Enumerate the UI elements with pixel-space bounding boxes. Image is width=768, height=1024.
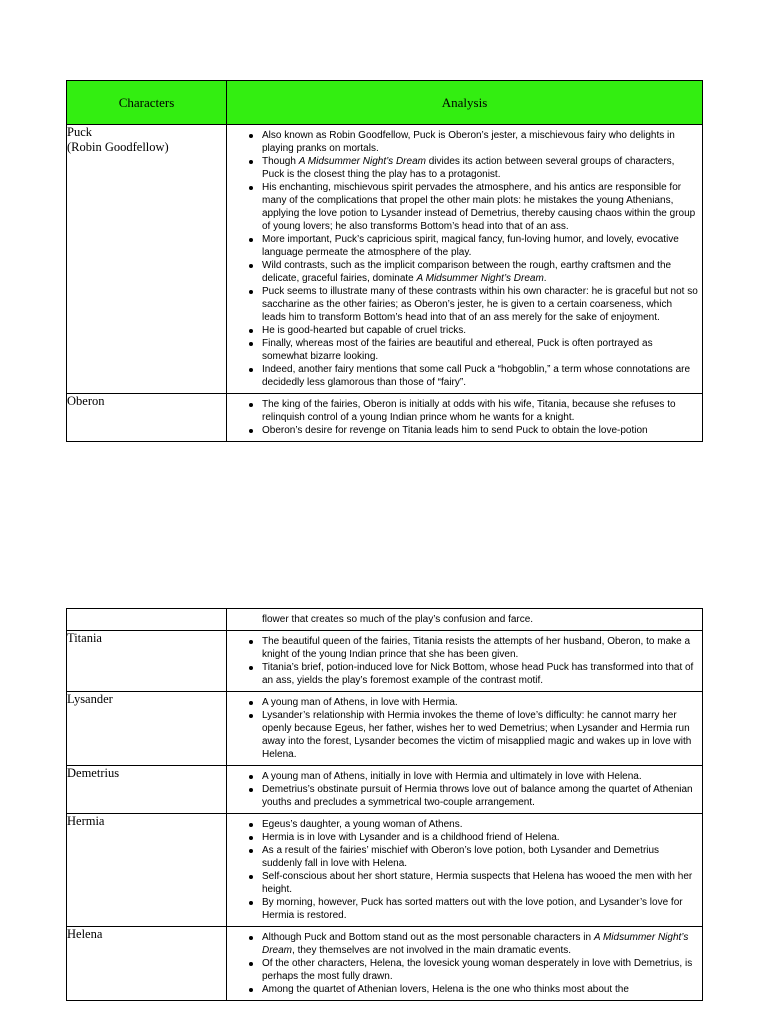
character-row-hermia bbox=[67, 814, 703, 927]
analysis-point: The king of the fairies, Oberon is initially at odds with his wife, Titania, because she refuses to relinquish control of a young Indian prince whom he wants for a knight. bbox=[262, 398, 698, 424]
analysis-point: Finally, whereas most of the fairies are beautiful and ethereal, Puck is often portrayed as somewhat bizarre looking. bbox=[262, 337, 698, 363]
analysis-point: Titania’s brief, potion-induced love for Nick Bottom, whose head Puck has transformed into that of an ass, yields the play’s foremost example of the contrast motif. bbox=[262, 661, 698, 687]
character-name: Demetrius bbox=[67, 766, 120, 780]
analysis-point: He is good-hearted but capable of cruel tricks. bbox=[262, 324, 698, 337]
analysis-point: More important, Puck’s capricious spirit, magical fancy, fun-loving humor, and lovely, evocative language permeate the atmosphere of the play. bbox=[262, 233, 698, 259]
analysis-cell bbox=[227, 125, 703, 394]
analysis-list bbox=[227, 692, 702, 765]
analysis-point: A young man of Athens, in love with Hermia. bbox=[262, 696, 698, 709]
character-row-lysander bbox=[67, 692, 703, 766]
analysis-cell bbox=[227, 631, 703, 692]
analysis-cell bbox=[227, 927, 703, 1001]
character-name: Oberon bbox=[67, 394, 105, 408]
analysis-point: Egeus’s daughter, a young woman of Athens. bbox=[262, 818, 698, 831]
analysis-point: Of the other characters, Helena, the lovesick young woman desperately in love with Demetrius, is perhaps the most fully drawn. bbox=[262, 957, 698, 983]
character-name-cell bbox=[67, 394, 227, 442]
analysis-point: By morning, however, Puck has sorted matters out with the love potion, and Lysander’s love for Hermia is restored. bbox=[262, 896, 698, 922]
continuation-row bbox=[67, 609, 703, 631]
analysis-cell bbox=[227, 766, 703, 814]
character-name-cell bbox=[67, 125, 227, 394]
analysis-point: Also known as Robin Goodfellow, Puck is Oberon’s jester, a mischievous fairy who delights in playing pranks on mortals. bbox=[262, 129, 698, 155]
analysis-point: Indeed, another fairy mentions that some call Puck a “hobgoblin,” a term whose connotations are decidedly less glamorous than those of “fairy”. bbox=[262, 363, 698, 389]
analysis-cell bbox=[227, 394, 703, 442]
characters-header: Characters bbox=[67, 81, 227, 125]
character-name-cell bbox=[67, 766, 227, 814]
character-row-puck bbox=[67, 125, 703, 394]
analysis-point: Among the quartet of Athenian lovers, Helena is the one who thinks most about the bbox=[262, 983, 698, 996]
character-name: Hermia bbox=[67, 814, 105, 828]
analysis-point: The beautiful queen of the fairies, Titania resists the attempts of her husband, Oberon, to make a knight of the young Indian prince that she has been given. bbox=[262, 635, 698, 661]
character-name: Lysander bbox=[67, 692, 113, 706]
analysis-point: As a result of the fairies’ mischief with Oberon’s love potion, both Lysander and Demetrius suddenly fall in love with Helena. bbox=[262, 844, 698, 870]
analysis-list bbox=[227, 766, 702, 813]
character-row-titania bbox=[67, 631, 703, 692]
character-row-demetrius bbox=[67, 766, 703, 814]
character-row-helena bbox=[67, 927, 703, 1001]
analysis-list bbox=[227, 631, 702, 691]
analysis-point: Though A Midsummer Night’s Dream divides its action between several groups of characters, Puck is the closest thing the play has to a protagonist. bbox=[262, 155, 698, 181]
analysis-point: Lysander’s relationship with Hermia invokes the theme of love’s difficulty: he cannot marry her openly because Egeus, her father, wishes her to wed Demetrius; when Lysander and Hermia run away into the forest, Lysander becomes the victim of misapplied magic and wakes up in love with Helena. bbox=[262, 709, 698, 761]
analysis-list bbox=[227, 125, 702, 393]
continuation-name-cell bbox=[67, 609, 227, 631]
analysis-point: Self-conscious about her short stature, Hermia suspects that Helena has wooed the men with her height. bbox=[262, 870, 698, 896]
analysis-cell bbox=[227, 692, 703, 766]
character-row-oberon bbox=[67, 394, 703, 442]
analysis-list bbox=[227, 394, 702, 441]
analysis-point: Although Puck and Bottom stand out as the most personable characters in A Midsummer Night’s Dream, they themselves are not involved in the main dramatic events. bbox=[262, 931, 698, 957]
table-header-row bbox=[67, 81, 703, 125]
character-name: Titania bbox=[67, 631, 102, 645]
analysis-point: Hermia is in love with Lysander and is a childhood friend of Helena. bbox=[262, 831, 698, 844]
character-table-page1 bbox=[66, 80, 703, 442]
analysis-point: Oberon’s desire for revenge on Titania leads him to send Puck to obtain the love-potion bbox=[262, 424, 698, 437]
analysis-cell bbox=[227, 814, 703, 927]
character-name: Helena bbox=[67, 927, 103, 941]
continuation-text: flower that creates so much of the play’s confusion and farce. bbox=[262, 614, 534, 625]
character-name-cell bbox=[67, 814, 227, 927]
analysis-list bbox=[227, 814, 702, 926]
character-name-cell bbox=[67, 631, 227, 692]
character-name-cell bbox=[67, 927, 227, 1001]
analysis-point: Puck seems to illustrate many of these contrasts within his own character: he is graceful but not so saccharine as the other fairies; as Oberon’s jester, he is given to a certain coarseness, which leads him to transform Bottom’s head into that of an ass merely for the sake of enjoyment. bbox=[262, 286, 698, 323]
analysis-point: His enchanting, mischievous spirit pervades the atmosphere, and his antics are responsible for many of the complications that propel the other main plots: he mistakes the young Athenians, applying the love potion to Lysander instead of Demetrius, thereby causing chaos within the group of young lovers; he also transforms Bottom’s head into that of an ass. bbox=[262, 181, 698, 233]
analysis-point: Demetrius’s obstinate pursuit of Hermia throws love out of balance among the quartet of Athenian youths and precludes a symmetrical two-couple arrangement. bbox=[262, 783, 698, 809]
character-name: Puck bbox=[67, 125, 92, 139]
analysis-header: Analysis bbox=[227, 81, 703, 125]
analysis-list bbox=[227, 927, 702, 1000]
analysis-point: A young man of Athens, initially in love with Hermia and ultimately in love with Helena. bbox=[262, 770, 698, 783]
character-name-cell bbox=[67, 692, 227, 766]
continuation-cell bbox=[227, 609, 703, 631]
character-table-page2 bbox=[66, 608, 703, 1001]
analysis-point: Wild contrasts, such as the implicit comparison between the rough, earthy craftsmen and the delicate, graceful fairies, dominate A Midsummer Night’s Dream. bbox=[262, 259, 698, 285]
character-alias: (Robin Goodfellow) bbox=[67, 140, 169, 154]
